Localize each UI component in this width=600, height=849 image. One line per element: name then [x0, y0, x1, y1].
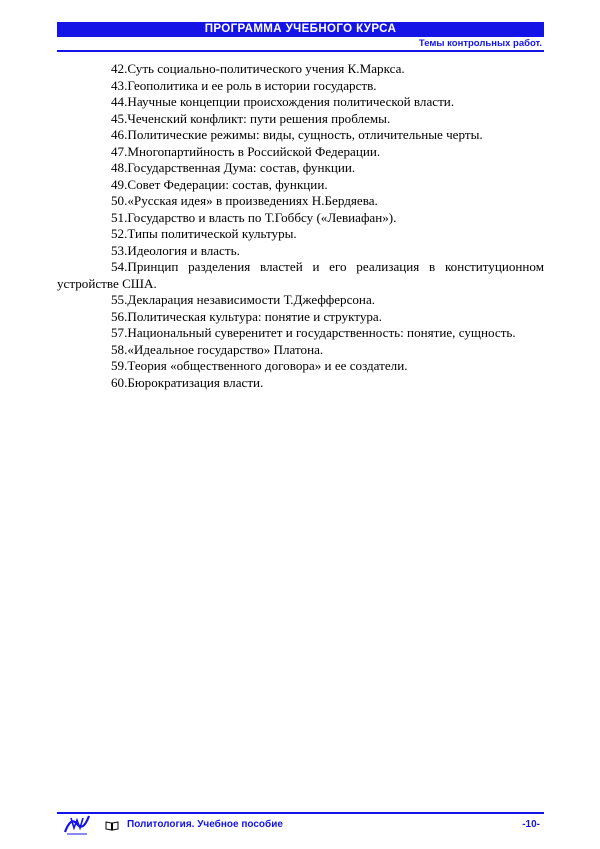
list-item: 42.Суть социально-политического учения К.Маркса. [111, 61, 405, 76]
publisher-logo-icon [63, 812, 91, 836]
list-item: 48.Государственная Дума: состав, функции. [111, 160, 356, 175]
list-item: 51.Государство и власть по Т.Гоббсу («Левиафан»). [111, 209, 397, 225]
list-item: 59.Теория «общественного договора» и ее создатели. [111, 358, 408, 373]
list-item: 44.Научные концепции происхождения политической власти. [111, 94, 455, 109]
list-item: 54.Принцип разделения властей и его реализация в конституционном устройстве США. [57, 259, 544, 291]
list-item: 55.Декларация независимости Т.Джефферсона. [111, 292, 376, 307]
list-item: 56.Политическая культура: понятие и структура. [111, 308, 383, 324]
open-book-icon [105, 820, 119, 831]
list-item: 47.Многопартийность в Российской Федерации. [111, 143, 381, 159]
list-item: 45.Чеченский конфликт: пути решения проблемы. [111, 110, 391, 126]
list-item: 52.Типы политической культуры. [111, 226, 297, 241]
list-item: 53.Идеология и власть. [111, 242, 240, 258]
list-item: 57.Национальный суверенитет и государственность: понятие, сущность. [111, 325, 516, 340]
page-footer [57, 812, 544, 838]
list-item: 50.«Русская идея» в произведениях Н.Бердяева. [111, 193, 378, 208]
list-item: 46.Политические режимы: виды, сущность, отличительные черты. [111, 127, 483, 142]
footer-title: Политология. Учебное пособие [127, 819, 283, 830]
list-item: 60.Бюрократизация власти. [111, 374, 264, 390]
page-header [57, 22, 544, 52]
list-item: 58.«Идеальное государство» Платона. [111, 341, 324, 357]
list-item: 43.Геополитика и ее роль в истории государств. [111, 77, 377, 93]
page-number: -10- [522, 819, 540, 830]
list-item: 49.Совет Федерации: состав, функции. [111, 176, 328, 192]
topics-list [57, 61, 544, 391]
header-title: ПРОГРАММА УЧЕБНОГО КУРСА [57, 22, 544, 37]
header-subtitle: Темы контрольных работ. [57, 37, 544, 52]
